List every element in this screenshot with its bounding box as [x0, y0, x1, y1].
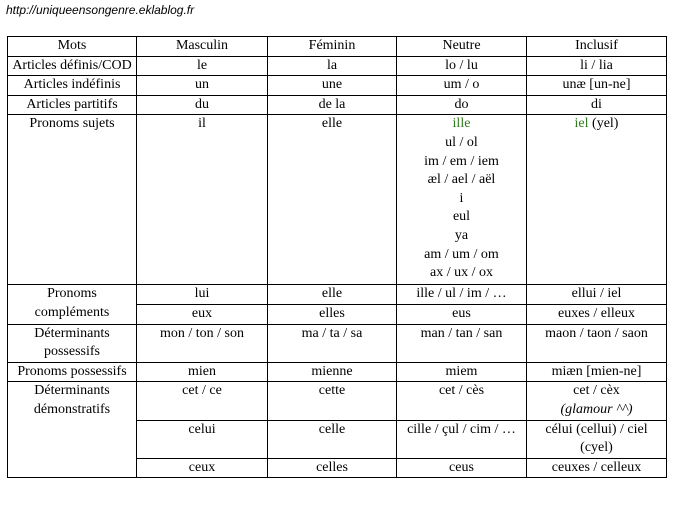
cell-masculin: lui	[137, 285, 268, 305]
cell-masculin: du	[137, 95, 268, 115]
cell-masculin: le	[137, 56, 268, 76]
cell-masculin: il	[137, 115, 268, 285]
cell-neutre: eus	[397, 304, 527, 324]
row-determinants-possessifs	[8, 324, 667, 362]
cell-feminin: elle	[268, 115, 397, 285]
source-url: http://uniqueensongenre.eklablog.fr	[6, 3, 195, 17]
cell-feminin: de la	[268, 95, 397, 115]
cell-inclusif: miæn [mien-ne]	[527, 362, 667, 382]
cell-neutre: ceus	[397, 458, 527, 478]
cell-inclusif: di	[527, 95, 667, 115]
row-label: Articles partitifs	[8, 95, 137, 115]
header-mots: Mots	[8, 37, 137, 57]
row-articles-partitifs	[8, 95, 667, 115]
cell-inclusif: célui (cellui) / ciel (cyel)	[527, 420, 667, 458]
header-neutre: Neutre	[397, 37, 527, 57]
cell-feminin: celles	[268, 458, 397, 478]
header-inclusif: Inclusif	[527, 37, 667, 57]
inclusif-form: cet / cèx	[573, 383, 620, 399]
cell-masculin: ceux	[137, 458, 268, 478]
cell-feminin: cette	[268, 382, 397, 420]
neutre-form: i	[459, 190, 464, 206]
cell-neutre: miem	[397, 362, 527, 382]
row-pronoms-complements-1	[8, 285, 667, 305]
cell-neutre: cet / cès	[397, 382, 527, 420]
cell-neutre	[397, 115, 527, 285]
row-determinants-demonstratifs-1	[8, 382, 667, 420]
cell-masculin: cet / ce	[137, 382, 268, 420]
inclusif-highlight: iel	[574, 116, 589, 132]
row-label: Déterminants démonstratifs	[8, 382, 137, 478]
neutre-form: im / em / iem	[424, 153, 499, 169]
cell-inclusif: ceuxes / celleux	[527, 458, 667, 478]
neutre-form: ax / ux / ox	[430, 265, 493, 281]
row-label: Pronoms compléments	[8, 285, 137, 324]
row-pronoms-sujets	[8, 115, 667, 285]
cell-neutre: do	[397, 95, 527, 115]
neutre-highlight: ille	[452, 116, 471, 132]
cell-inclusif: euxes / elleux	[527, 304, 667, 324]
row-label: Pronoms possessifs	[8, 362, 137, 382]
cell-feminin: une	[268, 76, 397, 96]
header-feminin: Féminin	[268, 37, 397, 57]
inclusif-note: (glamour ^^)	[560, 401, 633, 417]
cell-feminin: celle	[268, 420, 397, 458]
row-articles-indefinis	[8, 76, 667, 96]
cell-feminin: mienne	[268, 362, 397, 382]
header-masculin: Masculin	[137, 37, 268, 57]
row-label: Pronoms sujets	[8, 115, 137, 285]
header-row	[8, 37, 667, 57]
inclusif-form: (yel)	[588, 116, 619, 132]
cell-feminin: la	[268, 56, 397, 76]
cell-inclusif: maon / taon / saon	[527, 324, 667, 362]
cell-inclusif	[527, 382, 667, 420]
neutre-form: eul	[452, 209, 471, 225]
cell-masculin: un	[137, 76, 268, 96]
cell-inclusif	[527, 115, 667, 285]
row-pronoms-possessifs	[8, 362, 667, 382]
cell-neutre: lo / lu	[397, 56, 527, 76]
cell-masculin: mien	[137, 362, 268, 382]
row-label: Déterminants possessifs	[8, 324, 137, 362]
cell-feminin: elle	[268, 285, 397, 305]
neutre-form: ya	[454, 227, 469, 243]
cell-neutre: ille / ul / im / …	[397, 285, 527, 305]
cell-feminin: elles	[268, 304, 397, 324]
row-articles-definis	[8, 56, 667, 76]
cell-masculin: eux	[137, 304, 268, 324]
cell-inclusif: unæ [un-ne]	[527, 76, 667, 96]
pronoun-table	[7, 36, 667, 478]
cell-neutre: man / tan / san	[397, 324, 527, 362]
cell-masculin: mon / ton / son	[137, 324, 268, 362]
row-label: Articles indéfinis	[8, 76, 137, 96]
cell-neutre: cille / çul / cim / …	[397, 420, 527, 458]
neutre-form: am / um / om	[424, 246, 499, 262]
neutre-form: æl / ael / aël	[427, 172, 496, 188]
cell-feminin: ma / ta / sa	[268, 324, 397, 362]
cell-masculin: celui	[137, 420, 268, 458]
neutre-form: ul / ol	[445, 134, 478, 150]
row-label: Articles définis/COD	[8, 56, 137, 76]
cell-inclusif: li / lia	[527, 56, 667, 76]
cell-neutre: um / o	[397, 76, 527, 96]
cell-inclusif: ellui / iel	[527, 285, 667, 305]
